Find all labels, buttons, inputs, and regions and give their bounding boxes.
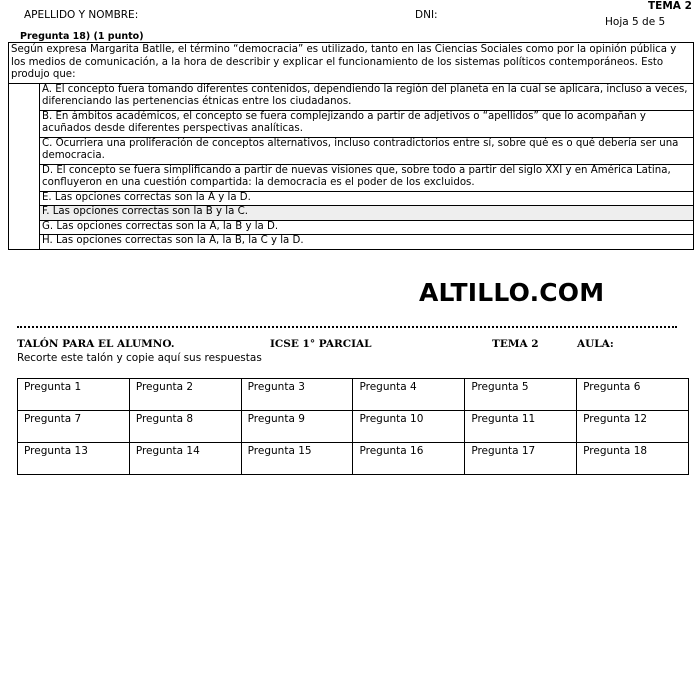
answer-row (18, 379, 689, 411)
cut-line (17, 326, 677, 328)
option-g: G. Las opciones correctas son la A, la B y la D. (40, 220, 694, 235)
answer-row (18, 443, 689, 475)
answer-cell[interactable]: Pregunta 7 (18, 411, 130, 443)
option-indent (9, 220, 40, 235)
answer-cell[interactable]: Pregunta 17 (465, 443, 577, 475)
option-f: F. Las opciones correctas son la B y la C. (40, 206, 694, 221)
answer-cell[interactable]: Pregunta 12 (577, 411, 689, 443)
option-h: H. Las opciones correctas son la A, la B, la C y la D. (40, 235, 694, 250)
option-c: C. Ocurriera una proliferación de conceptos alternativos, incluso contradictorios entre sí, sobre qué es o qué debería ser una democracia. (40, 137, 694, 164)
option-indent (9, 83, 40, 110)
answer-cell[interactable]: Pregunta 1 (18, 379, 130, 411)
answer-cell[interactable]: Pregunta 8 (129, 411, 241, 443)
option-indent (9, 110, 40, 137)
option-indent (9, 206, 40, 221)
talon-aula: AULA: (577, 338, 614, 350)
option-a: A. El concepto fuera tomando diferentes contenidos, dependiendo la región del planeta en la cual se aplicara, incluso a veces, diferenciando las pertenencias étnicas entre los ciudadanos. (40, 83, 694, 110)
option-indent (9, 235, 40, 250)
answer-cell[interactable]: Pregunta 10 (353, 411, 465, 443)
answer-cell[interactable]: Pregunta 13 (18, 443, 130, 475)
option-b: B. En ámbitos académicos, el concepto se fuera complejizando a partir de adjetivos o “apellidos” que lo acompañan y acuñados desde diferentes perspectivas analíticas. (40, 110, 694, 137)
talon-tema: TEMA 2 (492, 338, 539, 350)
talon-instruction: Recorte este talón y copie aquí sus respuestas (17, 352, 262, 364)
option-indent (9, 164, 40, 191)
question-stem: Según expresa Margarita Batlle, el término “democracia” es utilizado, tanto en las Ciencias Sociales como por la opinión pública y los medios de comunicación, a la hora de describir y explicar el funcionamiento de los sistemas políticos contemporáneos. Esto produjo que: (9, 43, 694, 84)
answer-cell[interactable]: Pregunta 18 (577, 443, 689, 475)
answer-cell[interactable]: Pregunta 9 (241, 411, 353, 443)
answer-cell[interactable]: Pregunta 15 (241, 443, 353, 475)
answer-grid (17, 378, 689, 475)
question-title: Pregunta 18) (1 punto) (20, 31, 144, 42)
page-counter: Hoja 5 de 5 (605, 16, 666, 28)
answer-row (18, 411, 689, 443)
tema-label: TEMA 2 (648, 0, 692, 12)
option-indent (9, 137, 40, 164)
talon-title: TALÓN PARA EL ALUMNO. (17, 338, 175, 350)
option-d: D. El concepto se fuera simplificando a partir de nuevas visiones que, sobre todo a partir del siglo XXI y en América Latina, confluyeron en una cuestión compartida: la democracia es el poder de los excluidos. (40, 164, 694, 191)
answer-cell[interactable]: Pregunta 6 (577, 379, 689, 411)
answer-cell[interactable]: Pregunta 5 (465, 379, 577, 411)
answer-cell[interactable]: Pregunta 11 (465, 411, 577, 443)
answer-cell[interactable]: Pregunta 4 (353, 379, 465, 411)
option-e: E. Las opciones correctas son la A y la D. (40, 191, 694, 206)
watermark: ALTILLO.COM (419, 278, 605, 307)
answer-cell[interactable]: Pregunta 14 (129, 443, 241, 475)
name-label: APELLIDO Y NOMBRE: (24, 9, 139, 21)
talon-exam: ICSE 1° PARCIAL (270, 338, 372, 350)
question-table (8, 42, 694, 250)
answer-cell[interactable]: Pregunta 3 (241, 379, 353, 411)
answer-cell[interactable]: Pregunta 16 (353, 443, 465, 475)
option-indent (9, 191, 40, 206)
dni-label: DNI: (415, 9, 438, 21)
answer-cell[interactable]: Pregunta 2 (129, 379, 241, 411)
